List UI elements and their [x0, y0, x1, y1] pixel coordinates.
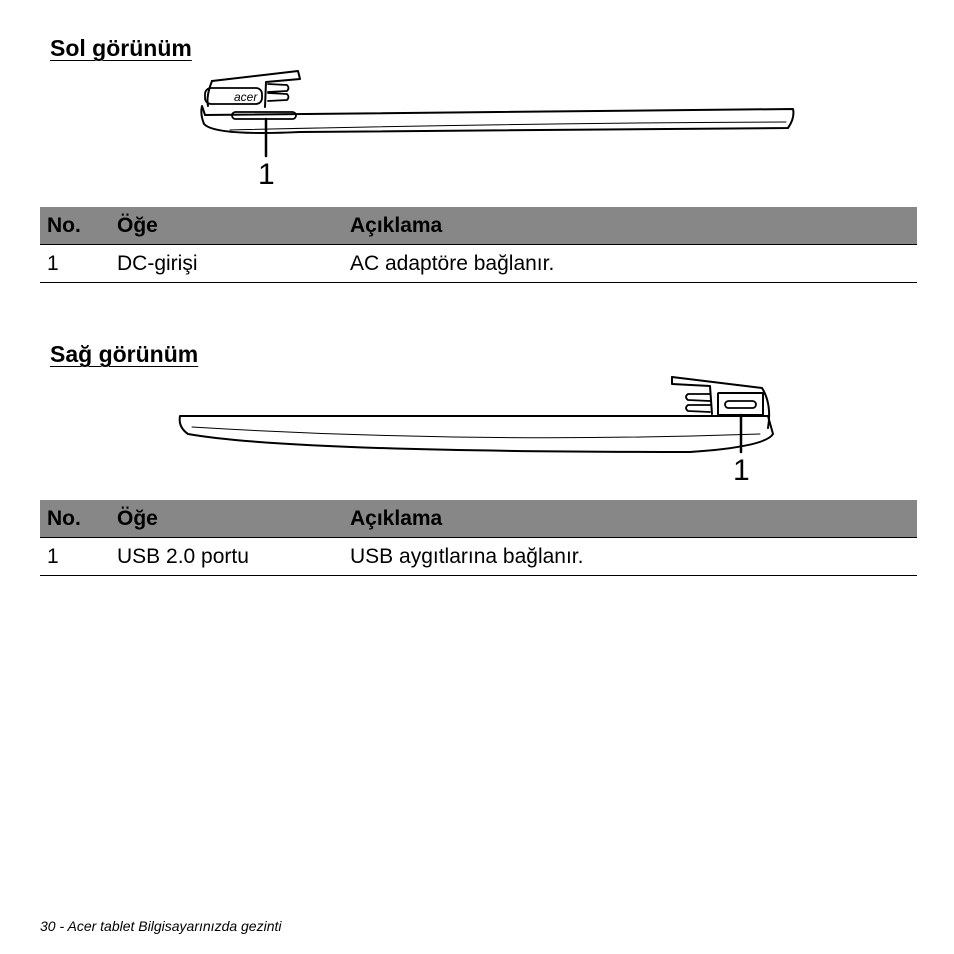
- header-item: Öğe: [110, 207, 343, 245]
- cell-item: DC-girişi: [110, 245, 343, 283]
- table-row: [40, 538, 917, 576]
- right-view-heading: Sağ görünüm: [50, 341, 199, 367]
- left-view-heading: Sol görünüm: [50, 35, 192, 61]
- cell-description: USB aygıtlarına bağlanır.: [343, 538, 917, 576]
- table-row: [40, 245, 917, 283]
- right-view-table: [40, 500, 917, 576]
- cell-description: AC adaptöre bağlanır.: [343, 245, 917, 283]
- cell-no: 1: [40, 538, 110, 576]
- cell-item: USB 2.0 portu: [110, 538, 343, 576]
- table-header-row: [40, 500, 917, 538]
- acer-logo: acer: [234, 90, 258, 104]
- right-callout-number: 1: [733, 454, 750, 487]
- left-side-illustration: [190, 66, 810, 196]
- header-description: Açıklama: [343, 207, 917, 245]
- table-header-row: [40, 207, 917, 245]
- left-callout-number: 1: [258, 158, 275, 191]
- left-view-table: [40, 207, 917, 283]
- header-item: Öğe: [110, 500, 343, 538]
- header-no: No.: [40, 207, 110, 245]
- header-no: No.: [40, 500, 110, 538]
- right-side-illustration: [170, 372, 790, 490]
- page-footer: 30 - Acer tablet Bilgisayarınızda gezinti: [40, 918, 282, 934]
- header-description: Açıklama: [343, 500, 917, 538]
- cell-no: 1: [40, 245, 110, 283]
